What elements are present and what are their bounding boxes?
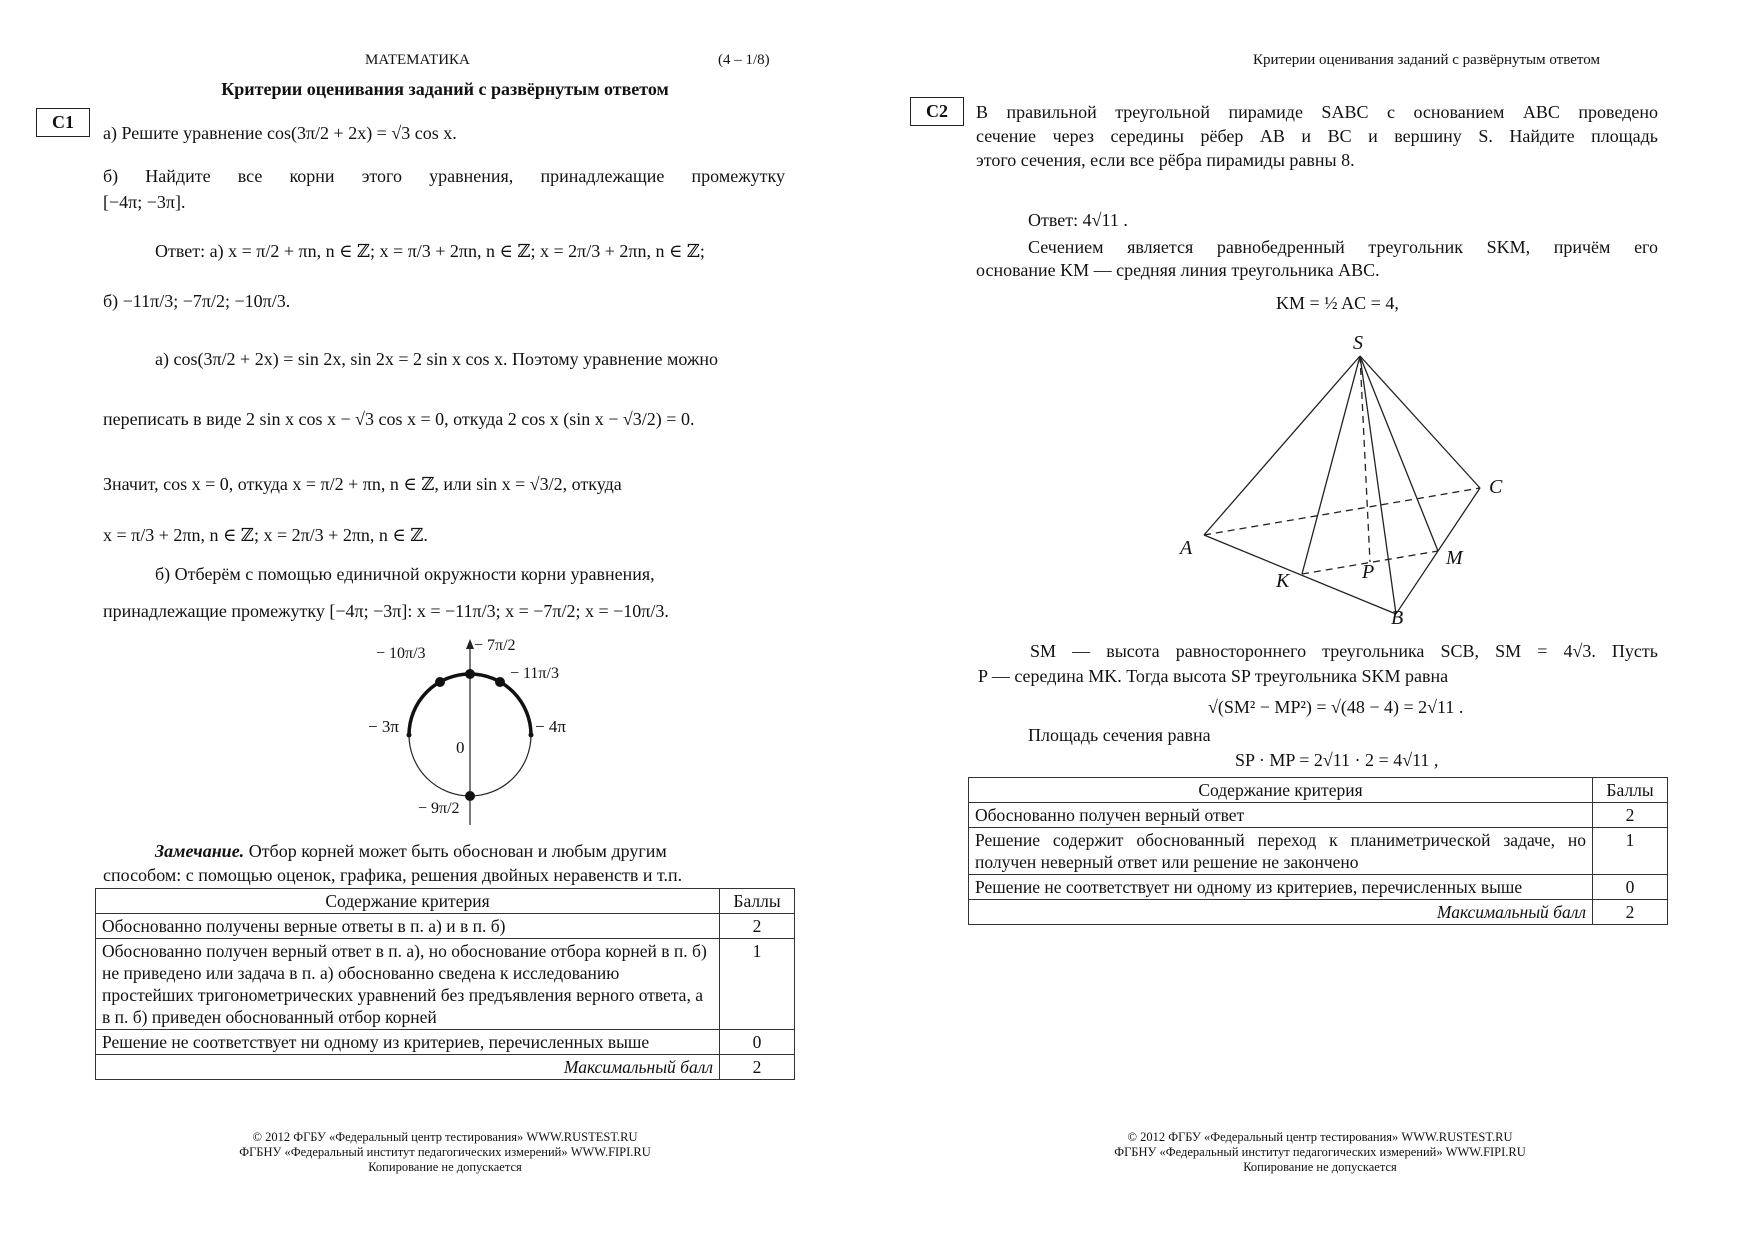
eq-sp: √(SM² − MP²) = √(48 − 4) = 2√11 .	[1208, 697, 1464, 717]
footer-line: © 2012 ФГБУ «Федеральный центр тестирования» WWW.RUSTEST.RU	[252, 1130, 638, 1144]
criteria-table-c1	[95, 888, 795, 1080]
task-label-c2: C2	[910, 97, 964, 126]
max-label: Максимальный балл	[969, 900, 1593, 925]
page-title: Критерии оценивания заданий с развёрнутым ответом	[221, 79, 669, 99]
problem-a: а) Решите уравнение cos(3π/2 + 2x) = √3 cos x.	[103, 123, 457, 143]
point-minus-9pi-2	[465, 791, 475, 801]
segment-SP-hidden	[1360, 356, 1370, 562]
table-row	[96, 939, 795, 1030]
label-minus-11pi-3: − 11π/3	[510, 665, 559, 682]
solution-line-5: б) Отберём с помощью единичной окружности корни уравнения,	[155, 564, 655, 584]
remark-line-1	[155, 840, 667, 863]
header-points: Баллы	[1593, 778, 1668, 803]
point-P: P	[1362, 561, 1375, 583]
header-points: Баллы	[720, 889, 795, 914]
criteria-table-c2	[968, 777, 1668, 925]
vertex-S: S	[1353, 332, 1363, 354]
problem-b-line1: б) Найдите все корни этого уравнения, принадлежащие промежутку	[103, 166, 785, 186]
problem-b-line2: [−4π; −3π].	[103, 192, 186, 212]
solution-line-1: а) cos(3π/2 + 2x) = sin 2x, sin 2x = 2 sin x cos x. Поэтому уравнение можно	[155, 349, 719, 369]
table-row	[96, 1030, 795, 1055]
c2-solution-line-4: P — середина MK. Тогда высота SP треугольника SKM равна	[978, 666, 1449, 686]
max-label: Максимальный балл	[96, 1055, 720, 1080]
c2-answer: Ответ: 4√11 .	[1028, 210, 1128, 230]
footer-line: Копирование не допускается	[1243, 1160, 1397, 1174]
answer-a: Ответ: а) x = π/2 + πn, n ∈ ℤ; x = π/3 + 2πn, n ∈ ℤ; x = 2π/3 + 2πn, n ∈ ℤ;	[155, 241, 705, 261]
y-axis-arrow	[466, 639, 474, 649]
edge-AC-hidden	[1204, 488, 1480, 535]
table-header-row	[96, 889, 795, 914]
row-criterion: Обоснованно получен верный ответ в п. а), но обоснование отбора корней в п. б) не приведено или задача в п. а) обоснованно сведена к исследованию простейших тригонометрических уравнений без предъявления верного ответа, а в п. б) приведен обоснованный отбор корней	[96, 939, 720, 1030]
label-minus-3pi: − 3π	[368, 717, 399, 736]
c2-problem-line-3: этого сечения, если все рёбра пирамиды равны 8.	[976, 150, 1355, 170]
solution-line-3: Значит, cos x = 0, откуда x = π/2 + πn, n ∈ ℤ, или sin x = √3/2, откуда	[103, 474, 622, 494]
row-criterion: Решение не соответствует ни одному из критериев, перечисленных выше	[969, 875, 1593, 900]
c2-solution-line-3: SM — высота равностороннего треугольника SCB, SM = 4√3. Пусть	[1030, 641, 1658, 661]
remark-text: Отбор корней может быть обоснован и любым другим	[244, 841, 667, 861]
footer-line: © 2012 ФГБУ «Федеральный центр тестирования» WWW.RUSTEST.RU	[1127, 1130, 1513, 1144]
answer-b: б) −11π/3; −7π/2; −10π/3.	[103, 291, 291, 311]
table-row	[969, 875, 1668, 900]
vertex-A: A	[1180, 537, 1193, 559]
label-minus-4pi: − 4π	[535, 717, 566, 736]
eq-km: KM = ½ AC = 4,	[1276, 293, 1399, 313]
c2-solution-line-2: основание KM — средняя линия треугольника ABC.	[976, 260, 1380, 280]
c2-problem-line-1: В правильной треугольной пирамиде SABC с основанием ABC проведено	[976, 102, 1658, 122]
header-subject: МАТЕМАТИКА	[365, 52, 470, 68]
point-minus-7pi-2	[465, 669, 475, 679]
c2-solution-line-5: Площадь сечения равна	[1028, 725, 1211, 745]
point-M: M	[1446, 547, 1463, 569]
point-minus-11pi-3	[495, 677, 505, 687]
point-minus-3pi	[407, 733, 412, 738]
remark-title: Замечание.	[155, 841, 245, 861]
row-points: 2	[1593, 803, 1668, 828]
row-criterion: Обоснованно получен верный ответ	[969, 803, 1593, 828]
right-header: Критерии оценивания заданий с развёрнутым ответом	[1253, 52, 1600, 68]
solution-line-4: x = π/3 + 2πn, n ∈ ℤ; x = 2π/3 + 2πn, n ∈ ℤ.	[103, 525, 428, 545]
pyramid-figure	[1170, 330, 1510, 630]
c2-solution-line-1: Сечением является равнобедренный треугольник SKM, причём его	[1028, 237, 1658, 257]
label-minus-9pi-2: − 9π/2	[418, 800, 460, 817]
table-max-row	[96, 1055, 795, 1080]
footer-left	[140, 1130, 750, 1175]
remark-line-2: способом: с помощью оценок, графика, решения двойных неравенств и т.п.	[103, 865, 683, 885]
table-max-row	[969, 900, 1668, 925]
row-points: 1	[720, 939, 795, 1030]
table-row	[969, 803, 1668, 828]
vertex-C: C	[1489, 476, 1503, 498]
footer-line: Копирование не допускается	[368, 1160, 522, 1174]
header-page-number: (4 – 1/8)	[718, 52, 770, 68]
table-header-row	[969, 778, 1668, 803]
row-points: 2	[720, 914, 795, 939]
point-K: K	[1276, 570, 1290, 592]
max-points: 2	[1593, 900, 1668, 925]
row-points: 1	[1593, 828, 1668, 875]
max-points: 2	[720, 1055, 795, 1080]
vertex-B: B	[1391, 607, 1404, 629]
point-minus-4pi	[529, 733, 534, 738]
label-minus-10pi-3: − 10π/3	[376, 645, 426, 662]
table-row	[969, 828, 1668, 875]
point-minus-10pi-3	[435, 677, 445, 687]
label-minus-7pi-2: − 7π/2	[474, 637, 516, 654]
footer-line: ФГБНУ «Федеральный институт педагогических измерений» WWW.FIPI.RU	[239, 1145, 651, 1159]
row-points: 0	[1593, 875, 1668, 900]
row-points: 0	[720, 1030, 795, 1055]
edge-SC	[1360, 356, 1480, 488]
solution-line-6: принадлежащие промежутку [−4π; −3π]: x = −11π/3; x = −7π/2; x = −10π/3.	[103, 601, 669, 621]
footer-line: ФГБНУ «Федеральный институт педагогических измерений» WWW.FIPI.RU	[1114, 1145, 1526, 1159]
footer-right	[1015, 1130, 1625, 1175]
eq-area: SP · MP = 2√11 · 2 = 4√11 ,	[1235, 750, 1439, 770]
solution-line-2: переписать в виде 2 sin x cos x − √3 cos x = 0, откуда 2 cos x (sin x − √3/2) = 0.	[103, 409, 695, 429]
row-criterion: Решение содержит обоснованный переход к планиметрической задаче, но получен неверный ответ или решение не закончено	[969, 828, 1593, 875]
table-row	[96, 914, 795, 939]
header-criterion: Содержание критерия	[96, 889, 720, 914]
header-criterion: Содержание критерия	[969, 778, 1593, 803]
task-label-c1: C1	[36, 108, 90, 137]
label-zero: 0	[456, 738, 465, 757]
row-criterion: Решение не соответствует ни одному из критериев, перечисленных выше	[96, 1030, 720, 1055]
edge-SM	[1360, 356, 1438, 551]
row-criterion: Обоснованно получены верные ответы в п. а) и в п. б)	[96, 914, 720, 939]
c2-problem-line-2: сечение через середины рёбер AB и BC и вершину S. Найдите площадь	[976, 126, 1658, 146]
